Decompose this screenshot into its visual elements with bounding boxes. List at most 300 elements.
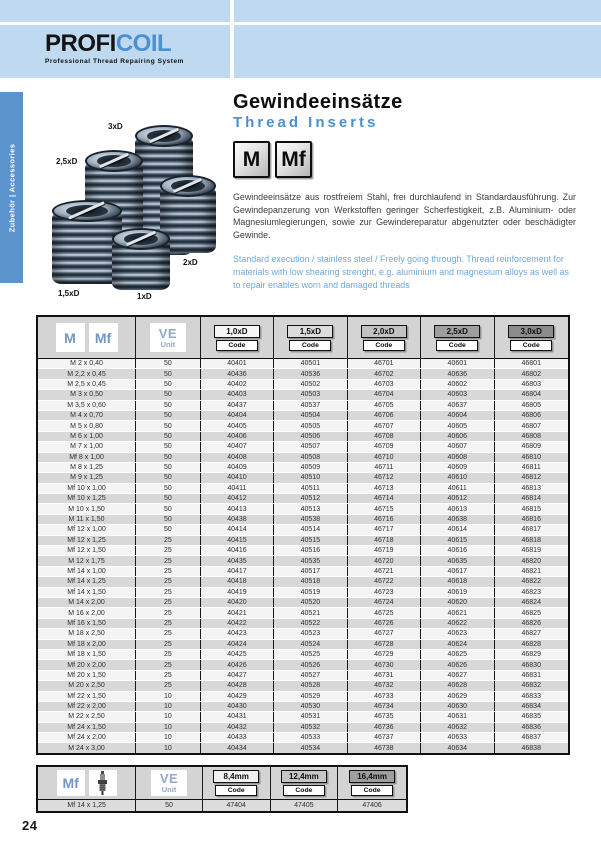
ve-unit-box: VE Unit xyxy=(150,323,186,352)
table-row xyxy=(38,472,568,482)
table-row xyxy=(38,452,568,462)
code-cell: 40509 xyxy=(274,463,347,472)
code-cell: 40411 xyxy=(201,484,274,493)
thread-size-cell: Mf 12 x 1,25 xyxy=(38,536,136,545)
code-cell: 40537 xyxy=(274,401,347,410)
size-column-header xyxy=(348,317,421,358)
code-cell: 47406 xyxy=(362,802,382,809)
code-cell: 40403 xyxy=(201,390,274,399)
size-column-header xyxy=(495,317,568,358)
badge-mf: Mf xyxy=(89,323,118,352)
code-cell: 40625 xyxy=(421,650,494,659)
main-table-body xyxy=(38,359,568,753)
thread-size-cell: M 22 x 2,50 xyxy=(38,712,136,721)
thread-size-cell: M 18 x 2,50 xyxy=(38,629,136,638)
code-cell: 40635 xyxy=(421,556,494,565)
code-cell: 40520 xyxy=(274,598,347,607)
code-cell: 46728 xyxy=(348,640,421,649)
table-row xyxy=(38,628,568,638)
thread-size-cell: Mf 20 x 1,50 xyxy=(38,671,136,680)
code-cell: 46836 xyxy=(521,723,541,731)
size-column-label: 1,0xD xyxy=(214,325,260,338)
ve-unit-box: VE Unit xyxy=(151,770,187,796)
code-cell: 40517 xyxy=(274,567,347,576)
code-cell: 46720 xyxy=(348,556,421,565)
code-cell: 40402 xyxy=(201,380,274,389)
unit-cell: 50 xyxy=(136,421,201,430)
code-cell: 40636 xyxy=(421,369,494,378)
code-cell: 46804 xyxy=(521,391,541,399)
table-row xyxy=(38,722,568,732)
table-row xyxy=(38,701,568,711)
code-cell: 46809 xyxy=(521,443,541,451)
code-cell: 40412 xyxy=(201,494,274,503)
thread-size-cell: Mf 10 x 1,25 xyxy=(38,494,136,503)
code-cell: 46830 xyxy=(521,661,541,669)
thread-size-cell: M 2 x 0,40 xyxy=(38,359,136,368)
thread-size-cell: Mf 8 x 1,00 xyxy=(38,453,136,462)
description-german: Gewindeeinsätze aus rostfreiem Stahl, frei durchlaufend in Standardausführung. Zur Gewindepanzerung von Werkstoffen geringer Scherfestigkeit, z.B. Aluminium- oder Magnesiumlegierungen, sowie zur Gewindereparatur abgenutzter oder beschädigter Gewinde. xyxy=(233,192,576,240)
code-cell: 46817 xyxy=(521,526,541,534)
code-cell: 40512 xyxy=(274,494,347,503)
unit-cell: 50 xyxy=(136,525,201,534)
code-cell: 40605 xyxy=(421,421,494,430)
unit-cell: 50 xyxy=(136,380,201,389)
code-cell: 46832 xyxy=(521,682,541,690)
code-label: Code xyxy=(283,785,325,796)
table-row xyxy=(38,639,568,649)
thread-size-cell: M 7 x 1,00 xyxy=(38,442,136,451)
code-cell: 40506 xyxy=(274,432,347,441)
main-product-table xyxy=(36,315,570,755)
logo-tagline: Professional Thread Repairing System xyxy=(45,58,185,65)
page-number: 24 xyxy=(22,818,38,833)
table-row xyxy=(38,732,568,742)
code-cell: 40432 xyxy=(201,723,274,732)
unit-cell: 50 xyxy=(136,432,201,441)
coil-insert-1xd xyxy=(112,228,170,290)
table-row xyxy=(38,607,568,617)
code-cell: 46725 xyxy=(348,608,421,617)
table-row xyxy=(38,368,568,378)
code-cell: 40416 xyxy=(201,546,274,555)
code-cell: 46734 xyxy=(348,702,421,711)
code-cell: 40608 xyxy=(421,453,494,462)
code-cell: 46831 xyxy=(521,671,541,679)
code-cell: 46721 xyxy=(348,567,421,576)
code-cell: 40438 xyxy=(201,515,274,524)
thread-size-cell: Mf 12 x 1,50 xyxy=(38,546,136,555)
unit-header xyxy=(136,317,201,358)
code-cell: 40638 xyxy=(421,515,494,524)
code-label: Code xyxy=(215,785,257,796)
banner-cell-right xyxy=(234,25,601,78)
code-cell: 40417 xyxy=(201,567,274,576)
bottom-table-body xyxy=(38,800,406,811)
unit-cell: 50 xyxy=(136,484,201,493)
table-row xyxy=(38,711,568,721)
description-english: Standard execution / stainless steel / Freely going through. Thread reinforcement for materials with low shearing strenght, e.g. aluminium and magnesium alloys as well as to repair enables worn and damaged threads xyxy=(233,254,569,290)
table-row xyxy=(38,410,568,420)
code-cell: 46805 xyxy=(521,401,541,409)
unit-cell: 50 xyxy=(136,504,201,513)
code-cell: 46701 xyxy=(348,359,421,368)
thread-size-cell: M 24 x 3,00 xyxy=(38,743,136,752)
thread-size-cell: M 8 x 1,25 xyxy=(38,463,136,472)
unit-cell: 25 xyxy=(136,598,201,607)
code-cell: 46829 xyxy=(521,651,541,659)
code-cell: 40430 xyxy=(201,702,274,711)
code-cell: 40532 xyxy=(274,723,347,732)
code-cell: 40530 xyxy=(274,702,347,711)
code-cell: 40415 xyxy=(201,536,274,545)
size-column-header xyxy=(271,767,339,799)
thread-size-cell: Mf 14 x 1,25 xyxy=(38,577,136,586)
table-row xyxy=(38,618,568,628)
coil-size-label: 1xD xyxy=(137,292,152,301)
table-row xyxy=(38,691,568,701)
unit-cell: 50 xyxy=(136,515,201,524)
code-cell: 40504 xyxy=(274,411,347,420)
code-cell: 40629 xyxy=(421,692,494,701)
size-column-header xyxy=(201,317,274,358)
size-column-label: 2,0xD xyxy=(361,325,407,338)
code-cell: 40436 xyxy=(201,369,274,378)
code-cell: 40529 xyxy=(274,692,347,701)
thread-size-cell: M 2,5 x 0,45 xyxy=(38,380,136,389)
thread-size-cell: M 3 x 0,50 xyxy=(38,390,136,399)
code-cell: 46719 xyxy=(348,546,421,555)
code-label: Code xyxy=(363,340,405,351)
unit-cell: 50 xyxy=(136,473,201,482)
unit-cell: 25 xyxy=(136,567,201,576)
code-cell: 46808 xyxy=(521,432,541,440)
thread-size-cell: Mf 14 x 1,00 xyxy=(38,567,136,576)
intro-section xyxy=(233,91,576,291)
thread-type-header xyxy=(38,317,136,358)
size-column-label: 12,4mm xyxy=(281,770,327,783)
main-table-header xyxy=(38,317,568,359)
code-cell: 40424 xyxy=(201,640,274,649)
code-cell: 46825 xyxy=(521,609,541,617)
code-cell: 40437 xyxy=(201,401,274,410)
table-row xyxy=(38,800,406,811)
thread-size-cell: M 9 x 1,25 xyxy=(38,473,136,482)
code-label: Code xyxy=(436,340,478,351)
size-column-header xyxy=(421,317,494,358)
code-cell: 46702 xyxy=(348,369,421,378)
page-title-en: Thread Inserts xyxy=(233,114,379,131)
thread-size-cell: Mf 18 x 2,00 xyxy=(38,640,136,649)
code-cell: 46821 xyxy=(521,568,541,575)
size-column-header xyxy=(338,767,406,799)
table-row xyxy=(38,535,568,545)
code-cell: 40619 xyxy=(421,588,494,597)
thread-size-cell: M 6 x 1,00 xyxy=(38,432,136,441)
code-label: Code xyxy=(510,340,552,351)
table-row xyxy=(38,659,568,669)
unit-cell: 25 xyxy=(136,556,201,565)
code-cell: 40615 xyxy=(421,536,494,545)
product-photo-thread-inserts xyxy=(30,100,230,312)
unit-cell: 25 xyxy=(136,650,201,659)
table-row xyxy=(38,566,568,576)
thread-size-cell: Mf 24 x 2,00 xyxy=(38,733,136,742)
table-row xyxy=(38,420,568,430)
badge-metric-thread: M xyxy=(233,141,270,178)
brand-logo xyxy=(45,31,184,65)
code-cell: 46823 xyxy=(521,588,541,596)
thread-size-cell: M 10 x 1,50 xyxy=(38,504,136,513)
code-cell: 40521 xyxy=(274,608,347,617)
code-cell: 40607 xyxy=(421,442,494,451)
table-row xyxy=(38,649,568,659)
logo-text-coil: COIL xyxy=(115,30,172,57)
code-cell: 46730 xyxy=(348,660,421,669)
code-cell: 40501 xyxy=(274,359,347,368)
code-cell: 46729 xyxy=(348,650,421,659)
code-label: Code xyxy=(289,340,331,351)
spark-plug-icon xyxy=(89,770,117,796)
unit-cell: 10 xyxy=(136,702,201,711)
code-cell: 46703 xyxy=(348,380,421,389)
code-cell: 46834 xyxy=(521,703,541,711)
code-cell: 40408 xyxy=(201,453,274,462)
code-cell: 46801 xyxy=(521,360,541,368)
code-cell: 46708 xyxy=(348,432,421,441)
table-row xyxy=(38,587,568,597)
code-cell: 46816 xyxy=(521,516,541,524)
logo-text-profi: PROFI xyxy=(45,30,116,57)
size-column-label: 8,4mm xyxy=(213,770,259,783)
code-cell: 46704 xyxy=(348,390,421,399)
code-cell: 46838 xyxy=(521,744,541,752)
code-cell: 46802 xyxy=(521,370,541,378)
table-row xyxy=(38,493,568,503)
code-cell: 40536 xyxy=(274,369,347,378)
code-cell: 40518 xyxy=(274,577,347,586)
code-cell: 40631 xyxy=(421,712,494,721)
thread-size-cell: Mf 16 x 1,50 xyxy=(38,619,136,628)
code-cell: 40632 xyxy=(421,723,494,732)
code-cell: 46732 xyxy=(348,681,421,690)
table-row xyxy=(38,576,568,586)
code-cell: 40628 xyxy=(421,681,494,690)
code-cell: 46736 xyxy=(348,723,421,732)
code-cell: 40510 xyxy=(274,473,347,482)
code-cell: 40533 xyxy=(274,733,347,742)
page-title-de: Gewindeeinsätze xyxy=(233,91,403,113)
thread-size-cell: M 2,2 x 0,45 xyxy=(38,369,136,378)
table-row xyxy=(38,503,568,513)
code-cell: 46727 xyxy=(348,629,421,638)
code-cell: 46818 xyxy=(521,536,541,544)
code-cell: 47404 xyxy=(203,800,271,811)
code-cell: 46706 xyxy=(348,411,421,420)
code-cell: 46813 xyxy=(521,484,541,492)
size-column-label: 2,5xD xyxy=(434,325,480,338)
thread-size-cell: M 12 x 1,75 xyxy=(38,556,136,565)
unit-cell: 50 xyxy=(136,369,201,378)
sidebar-category-label: Zubehör | Accessories xyxy=(7,143,16,232)
table-row xyxy=(38,670,568,680)
code-cell: 46710 xyxy=(348,453,421,462)
code-cell: 46713 xyxy=(348,484,421,493)
code-cell: 40526 xyxy=(274,660,347,669)
code-cell: 46822 xyxy=(521,578,541,586)
unit-cell: 50 xyxy=(136,411,201,420)
code-cell: 46716 xyxy=(348,515,421,524)
code-cell: 47405 xyxy=(271,800,339,811)
code-cell: 40502 xyxy=(274,380,347,389)
code-cell: 46810 xyxy=(521,453,541,461)
coil-size-label: 2,5xD xyxy=(56,157,78,166)
thread-size-cell: Mf 14 x 1,25 xyxy=(38,800,136,811)
code-cell: 40516 xyxy=(274,546,347,555)
thread-size-cell: Mf 12 x 1,00 xyxy=(38,525,136,534)
thread-type-header xyxy=(38,767,136,799)
table-row xyxy=(38,514,568,524)
code-cell: 40613 xyxy=(421,504,494,513)
unit-cell: 25 xyxy=(136,681,201,690)
code-cell: 46833 xyxy=(521,692,541,700)
code-cell: 46812 xyxy=(521,474,541,482)
code-cell: 40420 xyxy=(201,598,274,607)
thread-size-cell: Mf 22 x 1,50 xyxy=(38,692,136,701)
code-cell: 40414 xyxy=(201,525,274,534)
code-cell: 40626 xyxy=(421,660,494,669)
code-cell: 40421 xyxy=(201,608,274,617)
banner-strip xyxy=(0,0,230,22)
unit-header xyxy=(136,767,203,799)
badge-metric-fine-thread: Mf xyxy=(275,141,312,178)
code-cell: 40614 xyxy=(421,525,494,534)
code-cell: 46705 xyxy=(348,401,421,410)
code-cell: 40507 xyxy=(274,442,347,451)
code-cell: 40633 xyxy=(421,733,494,742)
code-cell: 46820 xyxy=(521,557,541,565)
code-cell: 46726 xyxy=(348,619,421,628)
code-cell: 46735 xyxy=(348,712,421,721)
thread-size-cell: M 11 x 1,50 xyxy=(38,515,136,524)
table-row xyxy=(38,483,568,493)
unit-cell: 50 xyxy=(136,463,201,472)
unit-cell: 25 xyxy=(136,577,201,586)
unit-cell: 50 xyxy=(136,442,201,451)
code-cell: 46709 xyxy=(348,442,421,451)
sidebar-category-tab xyxy=(0,92,23,283)
unit-cell: 50 xyxy=(136,800,203,811)
code-cell: 46819 xyxy=(521,547,541,555)
code-cell: 46837 xyxy=(521,734,541,742)
code-cell: 40612 xyxy=(421,494,494,503)
code-cell: 46722 xyxy=(348,577,421,586)
code-cell: 46807 xyxy=(521,422,541,430)
code-cell: 46803 xyxy=(521,380,541,388)
code-cell: 46814 xyxy=(521,495,541,503)
unit-cell: 25 xyxy=(136,608,201,617)
code-cell: 46723 xyxy=(348,588,421,597)
code-cell: 40609 xyxy=(421,463,494,472)
unit-cell: 25 xyxy=(136,588,201,597)
code-cell: 40511 xyxy=(274,484,347,493)
badge-mf: Mf xyxy=(57,770,85,796)
unit-cell: 50 xyxy=(136,359,201,368)
thread-type-badges xyxy=(233,141,576,178)
code-cell: 40508 xyxy=(274,453,347,462)
unit-cell: 25 xyxy=(136,671,201,680)
code-cell: 40522 xyxy=(274,619,347,628)
unit-cell: 25 xyxy=(136,629,201,638)
coil-size-label: 2xD xyxy=(183,258,198,267)
code-cell: 46707 xyxy=(348,421,421,430)
unit-cell: 50 xyxy=(136,390,201,399)
code-cell: 40634 xyxy=(421,743,494,752)
code-cell: 40409 xyxy=(201,463,274,472)
code-cell: 40418 xyxy=(201,577,274,586)
code-cell: 40524 xyxy=(274,640,347,649)
thread-size-cell: M 4 x 0,70 xyxy=(38,411,136,420)
unit-cell: 10 xyxy=(136,712,201,721)
code-cell: 40410 xyxy=(201,473,274,482)
table-row xyxy=(38,555,568,565)
code-cell: 40637 xyxy=(421,401,494,410)
code-cell: 46715 xyxy=(348,504,421,513)
code-cell: 40505 xyxy=(274,421,347,430)
code-cell: 40610 xyxy=(421,473,494,482)
code-cell: 40611 xyxy=(421,484,494,493)
code-cell: 46737 xyxy=(348,733,421,742)
code-cell: 40617 xyxy=(421,567,494,576)
code-cell: 46738 xyxy=(348,743,421,752)
code-cell: 40531 xyxy=(274,712,347,721)
code-cell: 46824 xyxy=(521,599,541,607)
table-row xyxy=(38,524,568,534)
code-cell: 46806 xyxy=(521,412,541,420)
code-cell: 40419 xyxy=(201,588,274,597)
unit-cell: 10 xyxy=(136,692,201,701)
code-cell: 40433 xyxy=(201,733,274,742)
table-row xyxy=(38,597,568,607)
code-cell: 46731 xyxy=(348,671,421,680)
code-cell: 40620 xyxy=(421,598,494,607)
size-column-header xyxy=(203,767,271,799)
thread-size-cell: M 20 x 2,50 xyxy=(38,681,136,690)
bottom-table-header xyxy=(38,767,406,800)
thread-size-cell: M 5 x 0,80 xyxy=(38,421,136,430)
code-cell: 40422 xyxy=(201,619,274,628)
table-row xyxy=(38,742,568,752)
unit-cell: 25 xyxy=(136,640,201,649)
code-cell: 40519 xyxy=(274,588,347,597)
code-cell: 46724 xyxy=(348,598,421,607)
code-cell: 40527 xyxy=(274,671,347,680)
code-cell: 46835 xyxy=(521,713,541,721)
size-column-header xyxy=(274,317,347,358)
coil-size-label: 3xD xyxy=(108,122,123,131)
unit-cell: 25 xyxy=(136,660,201,669)
code-cell: 40513 xyxy=(274,504,347,513)
thread-size-cell: M 3,5 x 0,60 xyxy=(38,401,136,410)
code-cell: 40601 xyxy=(421,359,494,368)
code-cell: 40616 xyxy=(421,546,494,555)
thread-size-cell: Mf 22 x 2,00 xyxy=(38,702,136,711)
unit-cell: 50 xyxy=(136,494,201,503)
code-label: Code xyxy=(351,785,393,796)
code-cell: 40528 xyxy=(274,681,347,690)
code-cell: 40404 xyxy=(201,411,274,420)
table-row xyxy=(38,680,568,690)
